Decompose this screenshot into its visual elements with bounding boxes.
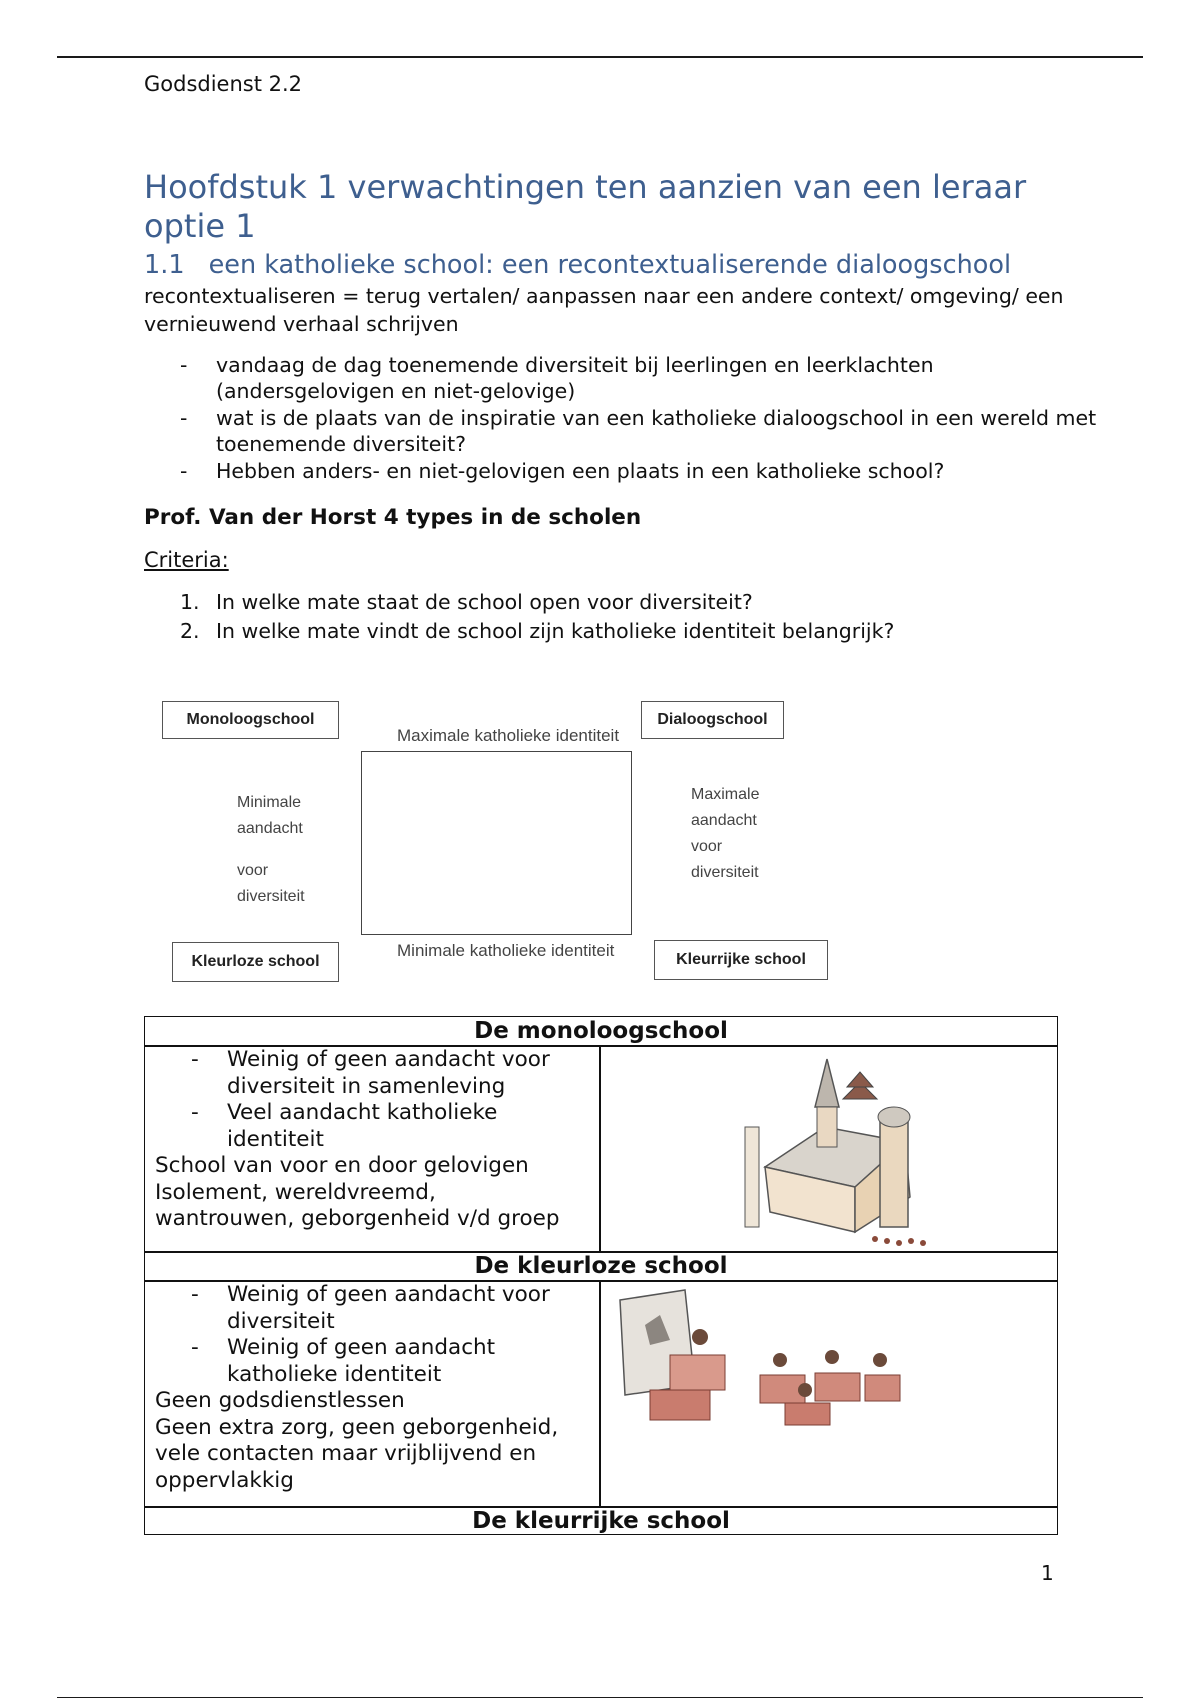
column-divider (599, 1045, 601, 1251)
dialoogschool-box: Dialoogschool (641, 701, 784, 739)
list-item: - Hebben anders- en niet-gelovigen een plaats in een katholieke school? (180, 459, 945, 483)
left-axis-label: Minimale aandacht voor diversiteit (237, 794, 305, 905)
types-heading: Prof. Van der Horst 4 types in de scholen (144, 505, 642, 530)
running-header: Godsdienst 2.2 (144, 72, 303, 96)
monoloogschool-description: - Weinig of geen aandacht voor diversiteit in samenleving - Veel aandacht katholieke identiteit School van voor en door gelovigen Isolement, wereldvreemd, wantrouwen, geborgenheid v/d groep (155, 1047, 560, 1231)
chapter-title: Hoofdstuk 1 verwachtingen ten aanzien van een leraar optie 1 (144, 168, 1027, 245)
row-title-kleurrijke-school: De kleurrijke school (472, 1508, 730, 1534)
section-heading (144, 250, 1011, 280)
top-rule (57, 56, 1143, 58)
column-divider (599, 1280, 601, 1506)
section-title: een katholieke school: een recontextualiserende dialoogschool (208, 250, 1012, 280)
criteria-label: Criteria: (144, 548, 229, 572)
bottom-rule (57, 1697, 1143, 1698)
kleurrijke-school-box: Kleurrijke school (654, 940, 828, 980)
row-title-monoloogschool: De monoloogschool (474, 1018, 728, 1044)
page-number: 1 (1041, 1561, 1054, 1585)
section-number: 1.1 (144, 250, 185, 280)
list-item: - vandaag de dag toenemende diversiteit bij leerlingen en leerklachten (andersgelovigen en niet-gelovige) (180, 353, 934, 403)
question-list (144, 352, 1104, 485)
list-item: - wat is de plaats van de inspiratie van een katholieke dialoogschool in een wereld met toenemende diversiteit? (180, 406, 1097, 456)
right-axis-label: Maximale aandacht voor diversiteit (691, 786, 760, 881)
kleurloze-school-box: Kleurloze school (172, 942, 339, 982)
definition-text: recontextualiseren = terug vertalen/ aanpassen naar een andere context/ omgeving/ een vernieuwend verhaal schrijven (144, 284, 1064, 336)
school-types-table (144, 1016, 1058, 1535)
monoloogschool-box: Monoloogschool (162, 701, 339, 739)
church-illustration (725, 1047, 955, 1247)
bottom-axis-label: Minimale katholieke identiteit (397, 941, 615, 960)
classroom-illustration (610, 1285, 910, 1435)
diagram-square (361, 751, 632, 935)
top-axis-label: Maximale katholieke identiteit (397, 726, 620, 745)
row-title-kleurloze-school: De kleurloze school (474, 1253, 728, 1279)
list-item: 1. In welke mate staat de school open voor diversiteit? (180, 590, 753, 614)
list-item: 2. In welke mate vindt de school zijn katholieke identiteit belangrijk? (180, 619, 895, 643)
kleurloze-school-description: - Weinig of geen aandacht voor diversiteit - Weinig of geen aandacht katholieke identiteit Geen godsdienstlessen Geen extra zorg, geen geborgenheid, vele contacten maar vrijblijvend en oppervlakkig (155, 1282, 559, 1493)
criteria-list (144, 588, 894, 646)
